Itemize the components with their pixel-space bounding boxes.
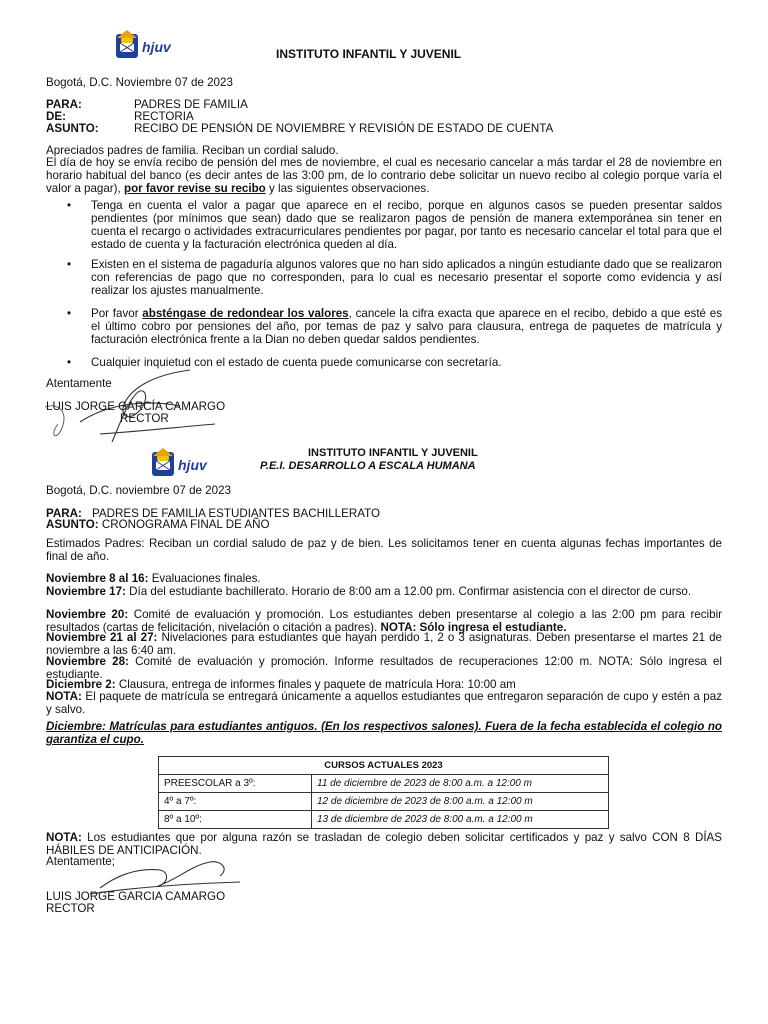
letter2-signer: LUIS JORGE GARCIA CAMARGO (46, 890, 226, 903)
letter1-asunto: ASUNTO: RECIBO DE PENSIÓN DE NOVIEMBRE Y REVISIÓN DE ESTADO DE CUENTA (46, 122, 554, 135)
letter2-greeting: Estimados Padres: Reciban un cordial saludo de paz y de bien. Les solicitamos tener en cuenta algunas fechas importantes de final de año. (46, 537, 722, 563)
letter2-closing: Atentamente; (46, 855, 115, 868)
letter2-note: NOTA: Los estudiantes que por alguna razón se trasladan de colegio deben solicitar certificados y paz y salvo CON 8 DÍAS HÁBILES DE ANTICIPACIÓN. (46, 831, 722, 857)
letter1-intro: El día de hoy se envía recibo de pensión del mes de noviembre, el cual es necesario cancelar a más tardar el 28 de noviembre en horario habitual del banco (es decir antes de las 3:00 pm, de lo contrario debe solicitar un nuevo recibo al colegio porque varía el valor a pagar), por favor revise su recibo y las siguientes observaciones. (46, 156, 722, 195)
letter1-closing: Atentamente (46, 377, 112, 390)
school-title-2: INSTITUTO INFANTIL Y JUVENIL (308, 447, 478, 459)
logo-text-2: hjuv (178, 457, 207, 473)
school-title: INSTITUTO INFANTIL Y JUVENIL (276, 47, 462, 61)
letter1-para: PARA: PADRES DE FAMILIA (46, 98, 248, 111)
logo-text: hjuv (142, 39, 171, 55)
schedule-item: Diciembre 2: Clausura, entrega de informes finales y paquete de matrícula Hora: 10:00 am (46, 678, 516, 691)
schedule-item: NOTA: El paquete de matrícula se entregará únicamente a aquellos estudiantes que entregaron separación de cupo y estén a paz y salvo. (46, 690, 722, 716)
letter1-greeting: Apreciados padres de familia. Reciban un cordial saludo. (46, 144, 339, 157)
pei-subtitle: P.E.I. DESARROLLO A ESCALA HUMANA (260, 460, 476, 472)
letter2-role: RECTOR (46, 902, 95, 915)
school-logo-2 (144, 446, 226, 480)
letter2-para: PARA: PADRES DE FAMILIA ESTUDIANTES BACHILLERATO (46, 507, 380, 520)
cursos-table (158, 756, 609, 829)
table-header: CURSOS ACTUALES 2023 (159, 757, 609, 775)
schedule-item: Noviembre 28: Comité de evaluación y promoción. Informe resultados de recuperaciones 12:00 m. NOTA: Sólo ingresa el estudiante. (46, 655, 722, 681)
school-logo (108, 28, 190, 62)
table-row: 8º a 10º: 13 de diciembre de 2023 de 8:00 a.m. a 12:00 m (159, 811, 609, 829)
letter2-asunto: ASUNTO: CRONOGRAMA FINAL DE AÑO (46, 518, 270, 531)
matricula-emphasis: Diciembre: Matrículas para estudiantes antiguos. (En los respectivos salones). Fuera de la fecha establecida el colegio no garantiza el cupo. (46, 720, 722, 746)
table-row: 4º a 7º: 12 de diciembre de 2023 de 8:00 a.m. a 12:00 m (159, 793, 609, 811)
letter1-signer: LUIS JORGE GARCÍA CAMARGO (46, 400, 226, 413)
schedule-item: Noviembre 8 al 16: Evaluaciones finales. (46, 572, 261, 585)
table-row: PREESCOLAR a 3º: 11 de diciembre de 2023 de 8:00 a.m. a 12:00 m (159, 775, 609, 793)
schedule-item: Noviembre 20: Comité de evaluación y promoción. Los estudiantes deben presentarse al colegio a las 2:00 pm para recibir resultados (cartas de felicitación, nivelación o citación a padres). NOTA: Sólo ingresa el estudiante. (46, 608, 723, 634)
letter1-role: RECTOR (120, 412, 169, 425)
letter2-date: Bogotá, D.C. noviembre 07 de 2023 (46, 484, 231, 497)
letter1-date: Bogotá, D.C. Noviembre 07 de 2023 (46, 76, 233, 89)
schedule-item: Noviembre 17: Día del estudiante bachillerato. Horario de 8:00 am a 12.00 pm. Confirmar asistencia con el director de curso. (46, 585, 692, 598)
letter1-de: DE: RECTORIA (46, 110, 194, 123)
schedule-item: Noviembre 21 al 27: Nivelaciones para estudiantes que hayan perdido 1, 2 o 3 asignaturas. Deben presentarse el martes 21 de noviembre a las 6:40 am. (46, 631, 722, 657)
